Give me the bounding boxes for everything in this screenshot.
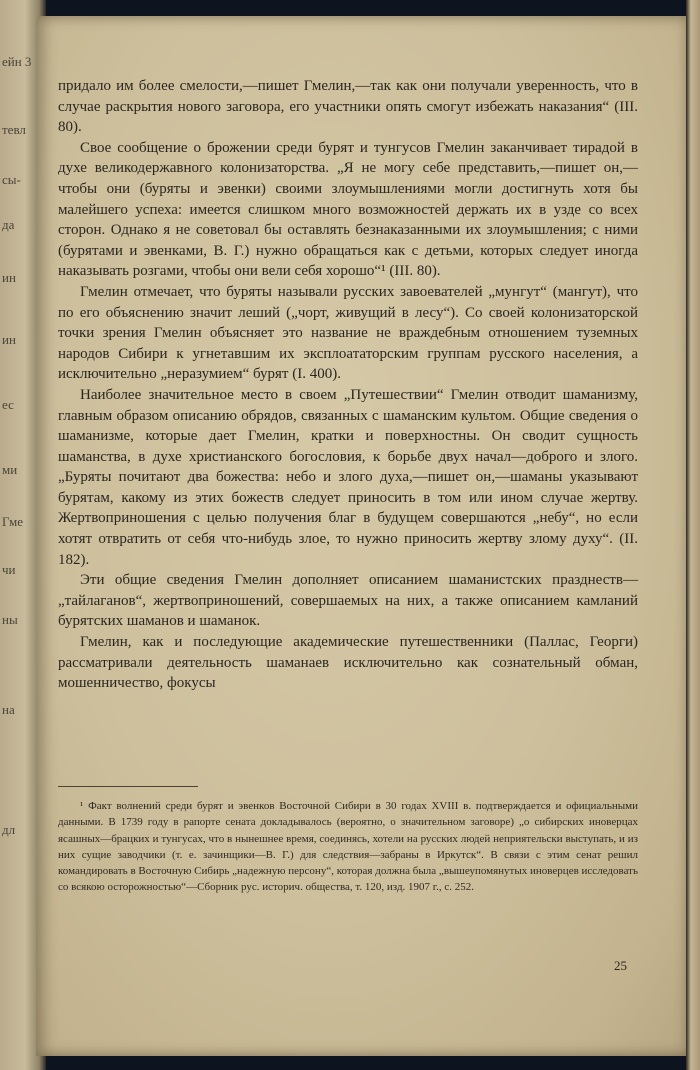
- left-page-fragment: дл: [2, 822, 16, 837]
- left-page-fragment: ес: [2, 397, 14, 412]
- page-edge: [686, 0, 700, 1070]
- left-page-fragment: да: [2, 217, 15, 232]
- page-number: 25: [614, 958, 627, 973]
- left-page-fragment: ми: [2, 462, 18, 477]
- left-page-fragment: ин: [2, 270, 16, 285]
- left-page-fragment: чи: [2, 562, 16, 577]
- paragraph: Свое сообщение о брожении среди бурят и тунгусов Гмелин заканчивает тирадой в духе великодержавного колонизаторства. „Я не могу себе представить,—пишет он,—чтобы они (буряты и эвенки) своими злоумышлениями могли достигнуть хотя бы малейшего успеха: имеется слишком много возможностей держать их в узде со всех сторон. Однако я не советовал бы оставлять безнаказанными их злоумышления; с ними (бурятами и эвенками, В. Г.) нужно обращаться как с детьми, которых следует иногда наказывать розгами, чтобы они вели себя хорошо“¹ (III. 80).: [58, 139, 638, 280]
- paragraph: Гмелин отмечает, что буряты называли русских завоевателей „мунгут“ (мангут), что по его объяснению значит леший („чорт, живущий в лесу“). Со своей колонизаторской точки зрения Гмелин объясняет это название не враждебным отношением туземных народов Сибири к угнетавшим их эксплоататорским группам русского населения, а исключительно „неразумием“ бурят (I. 400).: [58, 283, 638, 383]
- paragraph: Гмелин, как и последующие академические путешественники (Паллас, Георги) рассматривали деятельность шаманаев исключительно как сознательный обман, мошенничество, фокусы: [58, 634, 638, 692]
- left-page-fragment: ейн 3: [2, 54, 32, 69]
- paragraph: Наиболее значительное место в своем „Путешествии“ Гмелин отводит шаманизму, главным образом описанию обрядов, связанных с шаманским культом. Общие сведения о шаманизме, которые дает Гмелин, кратки и поверхностны. Он сводит сущность шаманства, в духе христианского богословия, к борьбе двух начал—доброго и злого. „Буряты почитают два божества: небо и злого духа,—пишет он,—шаманы указывают бурятам, какому из этих божеств следует приносить в том или ином случае жертву. Жертвоприношения с целью получения благ в будущем совершаются „небу“, но если хотят отвратить от себя что-нибудь злое, то нужно приносить жертву злому духу“. (II. 182).: [58, 386, 638, 568]
- paragraph: придало им более смелости,—пишет Гмелин,—так как они получали уверенность, что в случае раскрытия нового заговора, его участники опять смогут избежать наказания“ (III. 80).: [58, 78, 638, 136]
- left-page-fragment: на: [2, 702, 15, 717]
- book-page: [36, 16, 688, 1056]
- footnote-text: ¹ Факт волнений среди бурят и эвенков Восточной Сибири в 30 годах XVIII в. подтверждается и официальными данными. В 1739 году в рапорте сената докладывалось (вероятно, о значительном заговоре) „о сибирских иноверцах ясашных—брацких и тунгусах, что в нынешнее время, соединясь, хотели на русских людей неприятельски выступать, и из них сущие заводчики (т. е. зачинщики—В. Г.) для следствия—забраны в Иркутск“. В связи с этим сенат решил командировать в Восточную Сибирь „надежную персону“, которая должна была „вышеупомянутых иноверцев исследовать со всякою осторожностью“—Сборник рус. историч. общества, т. 120, изд. 1907 г., с. 252.: [58, 800, 638, 894]
- body-text: [58, 76, 638, 694]
- left-page-fragment: сы-: [2, 172, 21, 187]
- left-page-fragment: ны: [2, 612, 18, 627]
- left-page-fragment: тевл: [2, 122, 26, 137]
- paragraph: Эти общие сведения Гмелин дополняет описанием шаманистских празднеств—„тайлаганов“, жертвоприношений, совершаемых на них, а также описанием камланий бурятских шаманов и шаманок.: [58, 572, 638, 630]
- footnote: [58, 798, 638, 896]
- left-page-fragment: Гме: [2, 514, 24, 529]
- footnote-divider: [58, 786, 198, 787]
- left-page-fragment: ин: [2, 332, 16, 347]
